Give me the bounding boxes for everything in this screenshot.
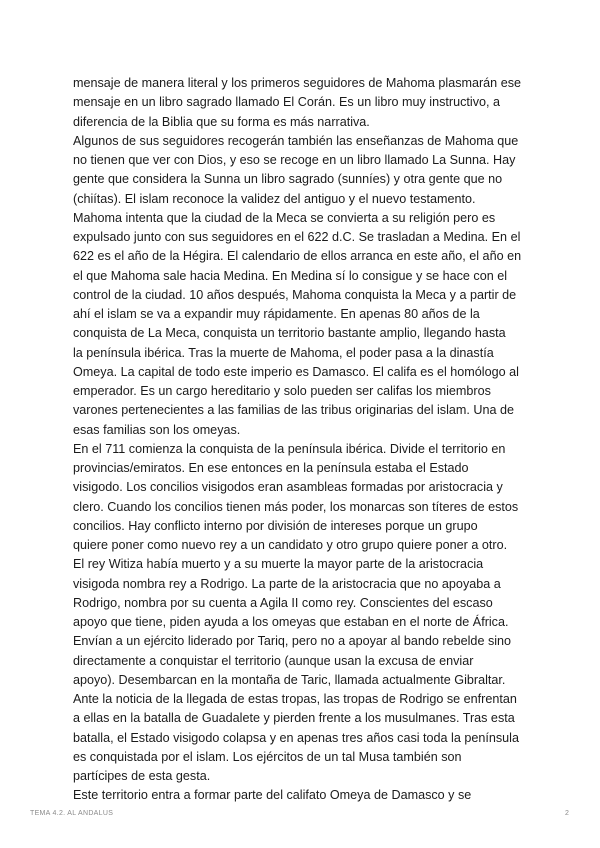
text-line: Mahoma intenta que la ciudad de la Meca se convierta a su religión pero es	[73, 210, 496, 225]
text-line: batalla, el Estado visigodo colapsa y en apenas tres años casi toda la península	[73, 730, 519, 745]
text-line: apoyo que tiene, piden ayuda a los omeyas que estaban en el norte de África.	[73, 615, 509, 629]
text-line: El rey Witiza había muerto y a su muerte la mayor parte de la aristocracia	[73, 557, 484, 572]
text-line: Omeya. La capital de todo este imperio es Damasco. El califa es el homólogo al	[73, 364, 519, 379]
text-line: quiere poner como nuevo rey a un candidato y otro grupo quiere poner a otro.	[73, 538, 508, 552]
footer-page-number: 2	[565, 810, 570, 817]
text-line: concilios. Hay conflicto interno por división de intereses porque un grupo	[73, 518, 478, 533]
text-line: gente que considera la Sunna un libro sagrado (sunníes) y otra gente que no	[73, 172, 503, 187]
text-line: (chiítas). El islam reconoce la validez del antiguo y el nuevo testamento.	[73, 191, 476, 206]
text-line: diferencia de la Biblia que su forma es más narrativa.	[73, 114, 370, 129]
text-line: varones pertenecientes a las familias de las tribus originarias del islam. Una de	[73, 403, 515, 418]
text-line: provincias/emiratos. En ese entonces en la península estaba el Estado	[73, 461, 469, 475]
text-line: mensaje de manera literal y los primeros seguidores de Mahoma plasmarán ese	[73, 76, 521, 90]
text-line: directamente a conquistar el territorio (aunque usan la excusa de enviar	[73, 653, 474, 668]
text-line: 622 es el año de la Hégira. El calendario de ellos arranca en este año, el año en	[73, 249, 522, 264]
text-line: Rodrigo, nombra por su cuenta a Agila II como rey. Conscientes del escaso	[73, 595, 493, 610]
text-line: a ellas en la batalla de Guadalete y pierden frente a los musulmanes. Tras esta	[73, 711, 515, 726]
text-line: control de la ciudad. 10 años después, Mahoma conquista la Meca y a partir de	[73, 287, 517, 302]
text-line: ahí el islam se va a expandir muy rápidamente. En apenas 80 años de la	[73, 307, 480, 321]
text-line: no tienen que ver con Dios, y eso se recoge en un libro llamado La Sunna. Hay	[73, 153, 516, 167]
text-line: Envían a un ejército liderado por Tariq, pero no a apoyar al bando rebelde sino	[73, 634, 512, 649]
text-line: apoyo). Desembarcan en la montaña de Taric, llamada actualmente Gibraltar.	[73, 672, 506, 687]
text-line: En el 711 comienza la conquista de la península ibérica. Divide el territorio en	[73, 441, 506, 456]
text-line: expulsado junto con sus seguidores en el 622 d.C. Se trasladan a Medina. En el	[73, 230, 521, 244]
text-line: conquista de La Meca, conquista un territorio bastante amplio, llegando hasta	[73, 326, 506, 341]
text-line: mensaje en un libro sagrado llamado El Corán. Es un libro muy instructivo, a	[73, 95, 501, 110]
text-line: emperador. Es un cargo hereditario y solo pueden ser califas los miembros	[73, 384, 491, 398]
text-line: partícipes de esta gesta.	[73, 769, 211, 783]
footer-section-title: TEMA 4.2. AL ANDALUS	[30, 810, 114, 817]
text-line: Ante la noticia de la llegada de estas tropas, las tropas de Rodrigo se enfrentan	[73, 692, 517, 706]
text-line: es conquistada por el islam. Los ejércitos de un tal Musa también son	[73, 749, 462, 764]
text-line: visigodo. Los concilios visigodos eran asambleas formadas por aristocracia y	[73, 480, 503, 495]
body-text	[73, 74, 533, 806]
text-line: Algunos de sus seguidores recogerán también las enseñanzas de Mahoma que	[73, 133, 519, 148]
text-line: Este territorio entra a formar parte del califato Omeya de Damasco y se	[73, 788, 472, 803]
text-line: el que Mahoma sale hacia Medina. En Medina sí lo consigue y se hace con el	[73, 268, 508, 283]
text-line: visigoda nombra rey a Rodrigo. La parte de la aristocracia que no apoyaba a	[73, 576, 501, 591]
text-line: esas familias son los omeyas.	[73, 422, 241, 437]
text-line: la península ibérica. Tras la muerte de Mahoma, el poder pasa a la dinastía	[73, 345, 494, 360]
text-line: clero. Cuando los concilios tienen más poder, los monarcas son títeres de estos	[73, 499, 519, 514]
